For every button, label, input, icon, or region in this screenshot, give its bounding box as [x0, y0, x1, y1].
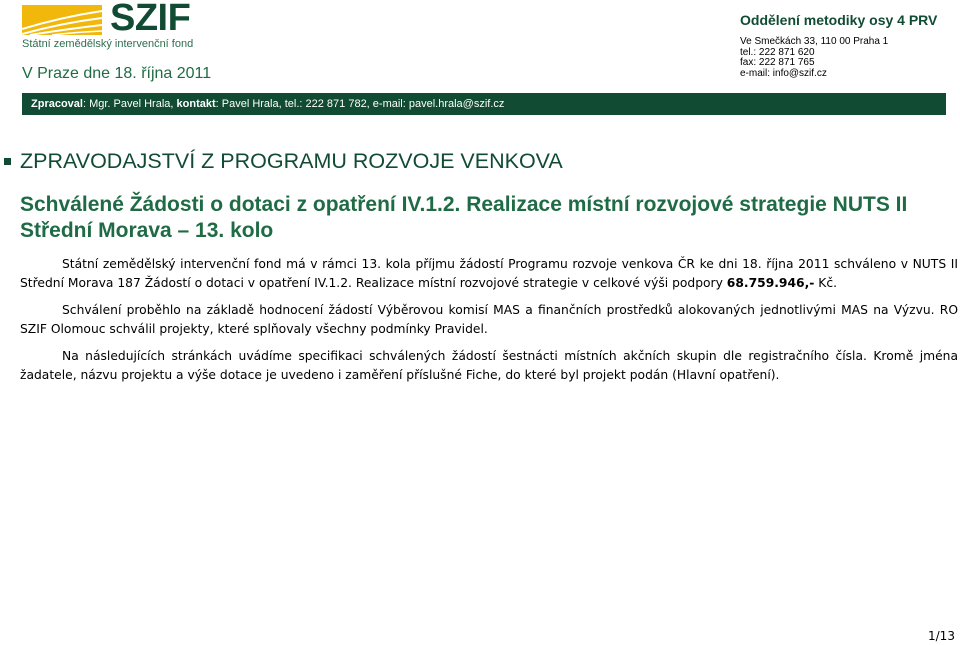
wheat-field-logo-icon	[22, 5, 102, 35]
phone: tel.: 222 871 620	[740, 46, 815, 58]
author-label: Zpracoval	[31, 98, 83, 110]
department-name: Oddělení metodiky osy 4 PRV	[740, 12, 938, 28]
author-text: : Mgr. Pavel Hrala,	[82, 98, 177, 110]
email: e-mail: info@szif.cz	[740, 67, 827, 79]
total-amount: 68.759.946,-	[726, 276, 815, 290]
logo-subtitle: Státní zemědělský intervenční fond	[22, 38, 194, 50]
summary-text: Státní zemědělský intervenční fond má v rámci 13. kola příjmu žádostí Programu rozvoje venkova ČR ke dni 18. října 2011 schváleno v NUTS II Střední Morava 187 Žádostí o dotaci v opatření IV.1.2. Realizace místní rozvojové strategie v celkové výši podpory	[20, 257, 958, 290]
section-heading: ZPRAVODAJSTVÍ Z PROGRAMU ROZVOJE VENKOVA	[20, 149, 563, 173]
document-date: V Praze dne 18. října 2011	[22, 65, 212, 82]
currency: Kč.	[814, 276, 838, 290]
paragraph-summary	[20, 255, 958, 293]
contact-text: : Pavel Hrala, tel.: 222 871 782, e-mail: pavel.hrala@szif.cz	[215, 98, 505, 110]
contact-label: kontakt	[176, 98, 216, 110]
szif-logo	[22, 0, 202, 53]
paragraph-specification: Na následujících stránkách uvádíme specifikaci schválených žádostí šestnácti místních akčních skupin dle registračního čísla. Kromě jména žadatele, názvu projektu a výše dotace je uvedeno i zaměření příslušné Fiche, do které byl projekt podán (Hlavní opatření).	[20, 349, 958, 382]
fax: fax: 222 871 765	[740, 57, 815, 68]
page-number: 1/13	[928, 629, 955, 643]
section-bullet-icon	[4, 158, 11, 165]
paragraph-approval: Schválení proběhlo na základě hodnocení žádostí Výběrovou komisí MAS a finančních prostředků alokovaných jednotlivými MAS na Výzvu. RO SZIF Olomouc schválil projekty, které splňovaly všechny podmínky Pravidel.	[20, 303, 958, 336]
address: Ve Smečkách 33, 110 00 Praha 1	[740, 36, 889, 47]
logo-wordmark: SZIF	[110, 0, 191, 39]
contact-block	[740, 37, 888, 79]
document-title: Schválené Žádosti o dotaci z opatření IV.1.2. Realizace místní rozvojové strategie NUTS II Střední Morava – 13. kolo	[20, 193, 908, 242]
author-contact-bar	[22, 93, 946, 115]
